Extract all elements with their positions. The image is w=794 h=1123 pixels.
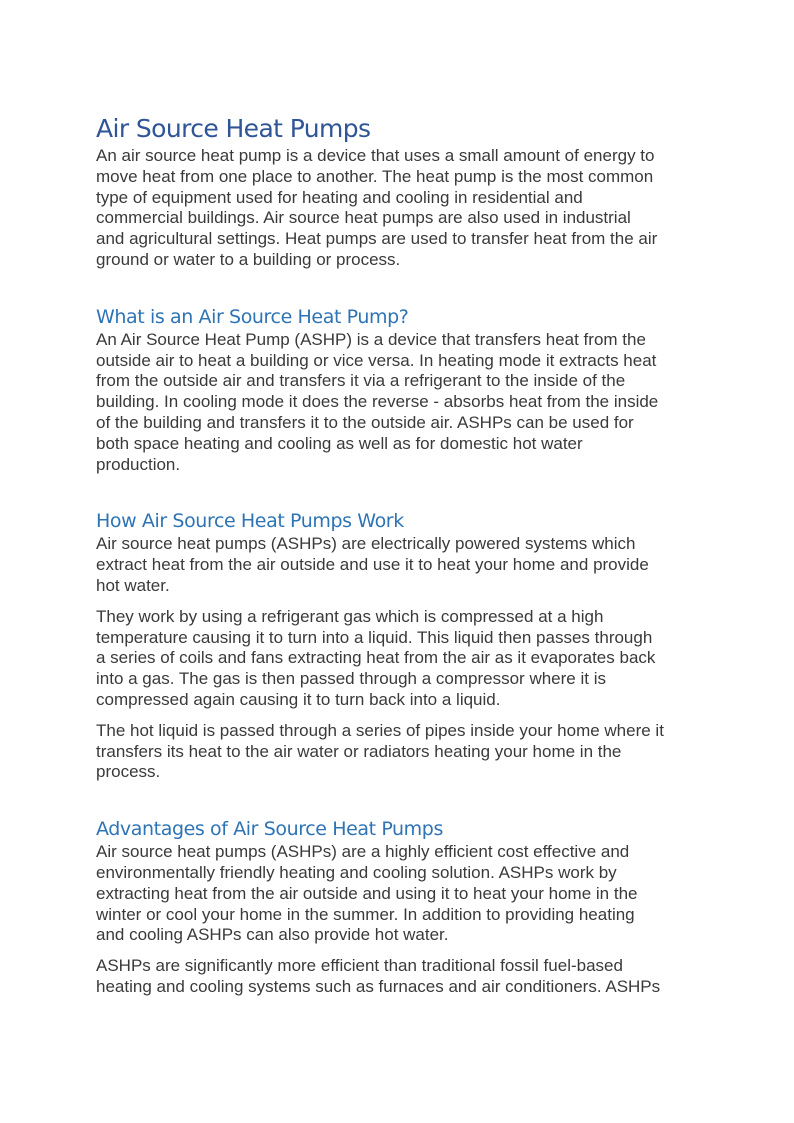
document-title: Air Source Heat Pumps: [96, 114, 371, 143]
section-paragraph: The hot liquid is passed through a series of pipes inside your home where it transfers its heat to the air water or radiators heating your home in the process.: [96, 720, 664, 782]
section-paragraph: ASHPs are significantly more efficient than traditional fossil fuel-based heating and cooling systems such as furnaces and air conditioners. ASHPs: [96, 956, 661, 996]
section-how-ashp-work: [96, 508, 716, 783]
section-heading: How Air Source Heat Pumps Work: [96, 510, 404, 533]
section-paragraph: They work by using a refrigerant gas which is compressed at a high temperature causing it to turn into a liquid. This liquid then passes through a series of coils and fans extracting heat from the air as it evaporates back into a gas. The gas is then passed through a compressor where it is compressed again causing it to turn back into a liquid.: [96, 606, 656, 709]
section-paragraph: An Air Source Heat Pump (ASHP) is a device that transfers heat from the outside air to heat a building or vice versa. In heating mode it extracts heat from the outside air and transfers it via a refrigerant to the inside of the building. In cooling mode it does the reverse - absorbs heat from the inside of the building and transfers it to the outside air. ASHPs can be used for both space heating and cooling as well as for domestic hot water production.: [96, 329, 659, 474]
section-paragraph: Air source heat pumps (ASHPs) are electrically powered systems which extract heat from the air outside and use it to heat your home and provide hot water.: [96, 534, 649, 595]
section-what-is-ashp: [96, 304, 716, 476]
intro-paragraph: An air source heat pump is a device that uses a small amount of energy to move heat from one place to another. The heat pump is the most common type of equipment used for heating and cooling in residential and commercial buildings. Air source heat pumps are also used in industrial and agricultural settings. Heat pumps are used to transfer heat from the air ground or water to a building or process.: [96, 146, 658, 269]
document-page: [96, 112, 716, 998]
section-heading: What is an Air Source Heat Pump?: [96, 305, 409, 328]
section-advantages: [96, 816, 716, 998]
section-heading: Advantages of Air Source Heat Pumps: [96, 818, 443, 841]
section-paragraph: Air source heat pumps (ASHPs) are a highly efficient cost effective and environmentally friendly heating and cooling solution. ASHPs work by extracting heat from the air outside and using it to heat your home in the winter or cool your home in the summer. In addition to providing heating and cooling ASHPs can also provide hot water.: [96, 842, 638, 945]
